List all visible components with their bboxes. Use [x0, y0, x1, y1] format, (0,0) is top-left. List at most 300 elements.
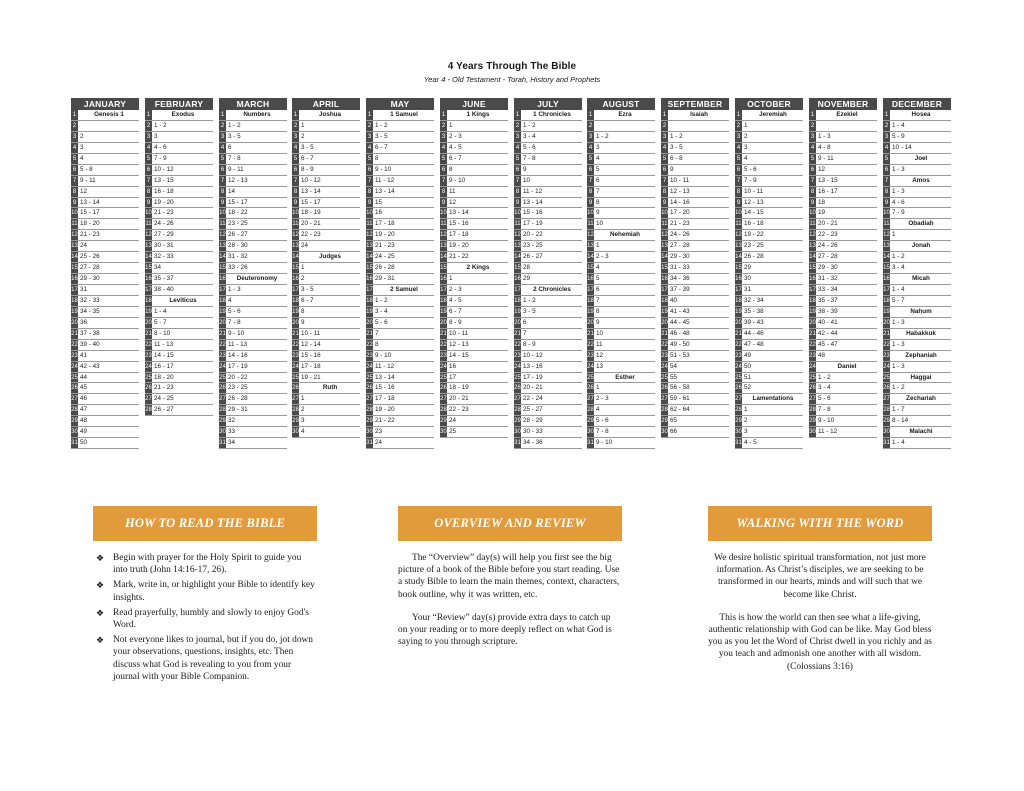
day-number: 23 [883, 352, 890, 359]
day-row [587, 394, 655, 405]
day-row [735, 296, 803, 307]
day-number: 25 [71, 374, 78, 381]
chapter-range: 10 - 14 [892, 143, 912, 151]
day-number: 24 [145, 363, 152, 370]
day-row [71, 176, 139, 187]
day-number: 12 [883, 232, 890, 239]
day-row [145, 143, 213, 154]
day-row [587, 373, 655, 384]
day-number: 18 [587, 297, 594, 304]
day-number: 27 [440, 396, 447, 403]
day-row [661, 307, 729, 318]
day-row [735, 427, 803, 438]
day-number: 22 [440, 341, 447, 348]
day-row [514, 252, 582, 263]
day-row [292, 362, 360, 373]
day-number: 28 [440, 407, 447, 414]
day-number: 1 [884, 112, 889, 118]
day-row [587, 230, 655, 241]
chapter-range: 37 - 38 [80, 329, 100, 337]
chapter-range: 22 - 23 [301, 231, 321, 239]
chapter-range: 25 - 27 [523, 406, 543, 414]
chapter-range: 1 - 3 [818, 132, 831, 140]
day-row [292, 383, 360, 394]
day-row [219, 241, 287, 252]
day-row [71, 383, 139, 394]
chapter-range: 25 - 26 [80, 253, 100, 261]
day-number: 14 [145, 254, 152, 261]
chapter-range: 22 - 24 [523, 395, 543, 403]
book-title: Amos [912, 176, 930, 184]
day-number: 25 [514, 374, 521, 381]
walking-paragraph-2: This is how the world can then see what a life-giving, authentic relationship with God can be like. May God bless you as you let the Word of Christ dwell in you richly and as you teach and admonish one another with all wisdom. (Colossians 3:16) [708, 612, 932, 672]
chapter-range: 7 - 9 [154, 154, 167, 162]
day-row [292, 208, 360, 219]
chapter-range: 6 - 7 [449, 154, 462, 162]
chapter-range: 29 [523, 275, 531, 283]
month-november [809, 98, 877, 438]
chapter-range: 19 - 20 [375, 406, 395, 414]
day-row [145, 263, 213, 274]
day-row [587, 427, 655, 438]
day-number: 25 [735, 374, 742, 381]
day-number: 6 [810, 166, 815, 173]
day-number: 24 [735, 363, 742, 370]
day-number: 20 [440, 319, 447, 326]
day-number: 21 [440, 330, 447, 337]
day-row [219, 427, 287, 438]
day-number: 12 [292, 232, 299, 239]
chapter-range: 45 [80, 384, 88, 392]
day-number: 2 [662, 122, 667, 129]
chapter-range: 16 [375, 209, 383, 217]
chapter-range: 5 - 6 [228, 307, 241, 315]
day-row [366, 263, 434, 274]
day-row [514, 165, 582, 176]
day-row [883, 438, 951, 449]
day-row [292, 394, 360, 405]
day-row [219, 274, 287, 285]
chapter-range: 12 - 13 [670, 187, 690, 195]
chapter-range: 4 - 5 [449, 143, 462, 151]
chapter-range: 5 - 9 [892, 132, 905, 140]
day-row [219, 285, 287, 296]
day-number: 17 [219, 287, 226, 293]
chapter-range: 19 - 20 [375, 231, 395, 239]
chapter-range: 19 - 20 [449, 242, 469, 250]
day-row [145, 340, 213, 351]
chapter-range: 15 - 16 [449, 220, 469, 228]
day-number: 30 [661, 429, 668, 436]
chapter-range: 20 - 21 [449, 395, 469, 403]
chapter-range: 5 - 6 [375, 318, 388, 326]
book-title: Daniel [837, 362, 857, 370]
day-number: 15 [71, 265, 78, 272]
day-number: 23 [587, 352, 594, 359]
day-row [514, 438, 582, 449]
day-number: 5 [293, 155, 298, 162]
day-row [292, 427, 360, 438]
chapter-range: 18 - 20 [80, 220, 100, 228]
day-row [661, 394, 729, 405]
day-number: 7 [662, 177, 667, 184]
day-row [587, 165, 655, 176]
chapter-range: 10 - 11 [449, 329, 469, 337]
day-row [587, 241, 655, 252]
day-number: 31 [883, 440, 890, 447]
chapter-range: 3 - 4 [818, 384, 831, 392]
day-number: 8 [441, 188, 446, 195]
day-row [735, 362, 803, 373]
day-number: 10 [71, 210, 78, 217]
day-number: 6 [515, 166, 520, 173]
day-number: 24 [292, 363, 299, 370]
day-number: 9 [662, 199, 667, 206]
day-row [514, 176, 582, 187]
day-number: 27 [883, 396, 890, 403]
day-number: 5 [72, 155, 77, 162]
chapter-range: 11 - 12 [375, 176, 395, 184]
day-row [366, 187, 434, 198]
month-header: DECEMBER [883, 98, 951, 110]
chapter-range: 3 [80, 143, 84, 151]
day-number: 22 [366, 341, 373, 348]
chapter-range: 13 - 15 [154, 176, 174, 184]
day-row [292, 318, 360, 329]
day-row [514, 143, 582, 154]
day-row [145, 198, 213, 209]
day-number: 12 [661, 232, 668, 239]
day-row [883, 329, 951, 340]
day-number: 2 [810, 122, 815, 129]
day-row [661, 165, 729, 176]
day-row [219, 110, 287, 121]
day-row [219, 208, 287, 219]
day-number: 6 [220, 166, 225, 173]
day-row [71, 373, 139, 384]
day-number: 3 [293, 133, 298, 140]
day-row [366, 340, 434, 351]
chapter-range: 1 - 2 [154, 121, 167, 129]
day-number: 28 [366, 407, 373, 414]
chapter-range: 36 [80, 318, 88, 326]
day-row [587, 110, 655, 121]
day-number: 16 [809, 276, 816, 283]
chapter-range: 31 [744, 286, 752, 293]
day-row [809, 208, 877, 219]
chapter-range: 30 - 33 [523, 428, 543, 436]
chapter-range: 7 - 8 [596, 428, 609, 436]
day-row [366, 176, 434, 187]
day-number: 4 [146, 144, 151, 151]
chapter-range: 4 [228, 296, 232, 304]
day-number: 8 [736, 188, 741, 195]
book-title: Zephaniah [905, 351, 937, 359]
day-row [883, 165, 951, 176]
chapter-range: 32 - 34 [744, 296, 764, 304]
day-number: 7 [884, 177, 889, 184]
day-row [219, 132, 287, 143]
day-row [440, 329, 508, 340]
day-number: 11 [661, 221, 668, 228]
day-row [71, 121, 139, 132]
day-number: 27 [661, 396, 668, 403]
day-row [145, 176, 213, 187]
chapter-range: 35 - 38 [744, 307, 764, 315]
day-number: 14 [735, 254, 742, 261]
day-number: 19 [440, 308, 447, 315]
day-number: 16 [71, 276, 78, 283]
day-row [661, 154, 729, 165]
day-row [219, 340, 287, 351]
day-row [661, 373, 729, 384]
chapter-range: 13 [596, 362, 604, 370]
walking-heading: WALKING WITH THE WORD [708, 506, 932, 541]
day-number: 2 [220, 122, 225, 129]
how-to-read-body [93, 552, 317, 683]
day-row [809, 351, 877, 362]
chapter-range: 9 - 10 [375, 351, 392, 359]
day-row [440, 373, 508, 384]
day-number: 14 [292, 254, 299, 261]
month-july [514, 98, 582, 449]
day-number: 7 [367, 177, 372, 184]
day-number: 6 [588, 166, 593, 173]
day-row [809, 274, 877, 285]
overview-review-heading: OVERVIEW AND REVIEW [398, 506, 622, 541]
day-number: 4 [662, 144, 667, 151]
chapter-range: 1 [744, 121, 748, 129]
day-number: 9 [220, 199, 225, 206]
day-number: 6 [72, 166, 77, 173]
day-row [809, 263, 877, 274]
book-title: Ezekiel [836, 111, 858, 118]
chapter-range: 5 - 6 [744, 165, 757, 173]
day-row [587, 132, 655, 143]
chapter-range: 23 [375, 428, 383, 436]
day-number: 28 [292, 407, 299, 414]
day-number: 29 [809, 418, 816, 425]
day-number: 28 [145, 407, 152, 414]
day-number: 8 [72, 188, 77, 195]
day-number: 22 [71, 341, 78, 348]
day-row [587, 438, 655, 449]
month-august [587, 98, 655, 449]
day-number: 26 [587, 385, 594, 392]
day-row [661, 187, 729, 198]
walking-section [708, 506, 932, 684]
book-title: Esther [615, 373, 635, 381]
chapter-range: 1 - 2 [670, 132, 683, 140]
chapter-range: 1 [301, 121, 305, 129]
day-number: 13 [366, 243, 373, 250]
chapter-range: 46 [80, 395, 88, 403]
day-row [661, 329, 729, 340]
chapter-range: 5 [596, 165, 600, 173]
chapter-range: 24 [301, 242, 309, 250]
day-number: 1 [220, 112, 225, 118]
chapter-range: 8 [596, 198, 600, 206]
day-number: 7 [293, 177, 298, 184]
day-number: 8 [588, 188, 593, 195]
day-number: 23 [809, 352, 816, 359]
day-number: 18 [809, 297, 816, 304]
day-row [71, 340, 139, 351]
chapter-range: 28 - 30 [228, 242, 248, 250]
day-row [440, 296, 508, 307]
day-row [145, 154, 213, 165]
day-number: 10 [292, 210, 299, 217]
chapter-range: 10 - 11 [744, 187, 764, 195]
day-number: 7 [515, 177, 520, 184]
day-number: 4 [810, 144, 815, 151]
day-number: 28 [514, 407, 521, 414]
chapter-range: 21 - 23 [154, 209, 174, 217]
day-number: 23 [440, 352, 447, 359]
day-number: 21 [809, 330, 816, 337]
day-number: 25 [145, 374, 152, 381]
day-number: 28 [809, 407, 816, 414]
day-row [883, 362, 951, 373]
day-number: 25 [661, 374, 668, 381]
month-header: MAY [366, 98, 434, 110]
day-row [514, 121, 582, 132]
day-number: 19 [71, 308, 78, 315]
day-row [366, 307, 434, 318]
day-number: 23 [514, 352, 521, 359]
day-number: 1 [810, 112, 815, 118]
book-title: 1 Samuel [390, 111, 418, 118]
day-number: 4 [441, 144, 446, 151]
chapter-range: 7 - 9 [744, 176, 757, 184]
day-row [71, 252, 139, 263]
chapter-range: 13 - 15 [818, 176, 838, 184]
chapter-range: 7 - 8 [523, 154, 536, 162]
day-row [661, 198, 729, 209]
chapter-range: 5 - 6 [818, 395, 831, 403]
day-number: 27 [71, 396, 78, 403]
day-row [366, 318, 434, 329]
overview-review-section [398, 506, 622, 659]
day-row [219, 230, 287, 241]
day-row [883, 383, 951, 394]
day-row [292, 187, 360, 198]
chapter-range: 29 - 30 [818, 264, 838, 272]
chapter-range: 48 [80, 417, 88, 425]
chapter-range: 1 - 3 [892, 362, 905, 370]
chapter-range: 10 [596, 329, 604, 337]
chapter-range: 21 - 23 [154, 384, 174, 392]
day-number: 24 [883, 363, 890, 370]
chapter-range: 39 - 40 [80, 340, 100, 348]
day-number: 24 [661, 363, 668, 370]
day-row [292, 241, 360, 252]
day-row [514, 373, 582, 384]
day-number: 21 [145, 330, 152, 337]
day-number: 23 [366, 352, 373, 359]
day-number: 4 [293, 144, 298, 151]
day-row [292, 285, 360, 296]
chapter-range: 20 - 22 [228, 373, 248, 381]
chapter-range: 9 - 10 [596, 439, 613, 447]
day-number: 25 [440, 374, 447, 381]
day-row [292, 296, 360, 307]
day-row [587, 154, 655, 165]
chapter-range: 6 - 7 [375, 143, 388, 151]
chapter-range: 2 [301, 406, 305, 414]
day-number: 21 [661, 330, 668, 337]
month-header: AUGUST [587, 98, 655, 110]
chapter-range: 50 [744, 362, 752, 370]
day-number: 8 [293, 188, 298, 195]
chapter-range: 24 [449, 417, 457, 425]
day-number: 18 [71, 297, 78, 304]
day-number: 27 [292, 396, 299, 403]
chapter-range: 21 - 22 [449, 253, 469, 261]
chapter-range: 4 [744, 154, 748, 162]
chapter-range: 9 [523, 165, 527, 173]
day-row [366, 110, 434, 121]
chapter-range: 1 [744, 406, 748, 414]
day-number: 13 [735, 243, 742, 250]
day-number: 22 [587, 341, 594, 348]
day-row [514, 362, 582, 373]
day-number: 8 [810, 188, 815, 195]
day-number: 10 [735, 210, 742, 217]
chapter-range: 1 - 2 [523, 296, 536, 304]
day-row [514, 296, 582, 307]
chapter-range: 5 [596, 275, 600, 283]
day-row [514, 132, 582, 143]
day-row [661, 121, 729, 132]
month-header: MARCH [219, 98, 287, 110]
day-number: 10 [661, 210, 668, 217]
day-row [440, 208, 508, 219]
book-title: 1 Chronicles [533, 111, 571, 118]
chapter-range: 3 - 4 [523, 132, 536, 140]
day-row [883, 296, 951, 307]
day-row [440, 416, 508, 427]
chapter-range: 13 - 14 [375, 373, 395, 381]
day-number: 23 [145, 352, 152, 359]
day-number: 30 [809, 429, 816, 436]
chapter-range: 49 [744, 351, 752, 359]
day-row [735, 329, 803, 340]
day-number: 19 [735, 308, 742, 315]
day-number: 8 [515, 188, 520, 195]
chapter-range: 59 - 61 [670, 395, 690, 403]
day-row [366, 373, 434, 384]
chapter-range: 1 [449, 275, 453, 283]
chapter-range: 16 [449, 362, 457, 370]
chapter-range: 23 - 25 [228, 384, 248, 392]
how-to-read-item-text: Read prayerfully, humbly and slowly to enjoy God's Word. [113, 607, 309, 631]
overview-review-body [398, 552, 622, 648]
day-row [219, 362, 287, 373]
day-number: 19 [366, 308, 373, 315]
chapter-range: 17 - 18 [301, 362, 321, 370]
day-number: 25 [292, 374, 299, 381]
day-row [735, 176, 803, 187]
day-number: 29 [292, 418, 299, 425]
day-number: 7 [810, 177, 815, 184]
day-row [587, 208, 655, 219]
day-row [292, 252, 360, 263]
day-row [883, 252, 951, 263]
chapter-range: 38 - 40 [154, 286, 174, 293]
chapter-range: 3 - 5 [375, 132, 388, 140]
chapter-range: 9 - 11 [228, 165, 244, 173]
